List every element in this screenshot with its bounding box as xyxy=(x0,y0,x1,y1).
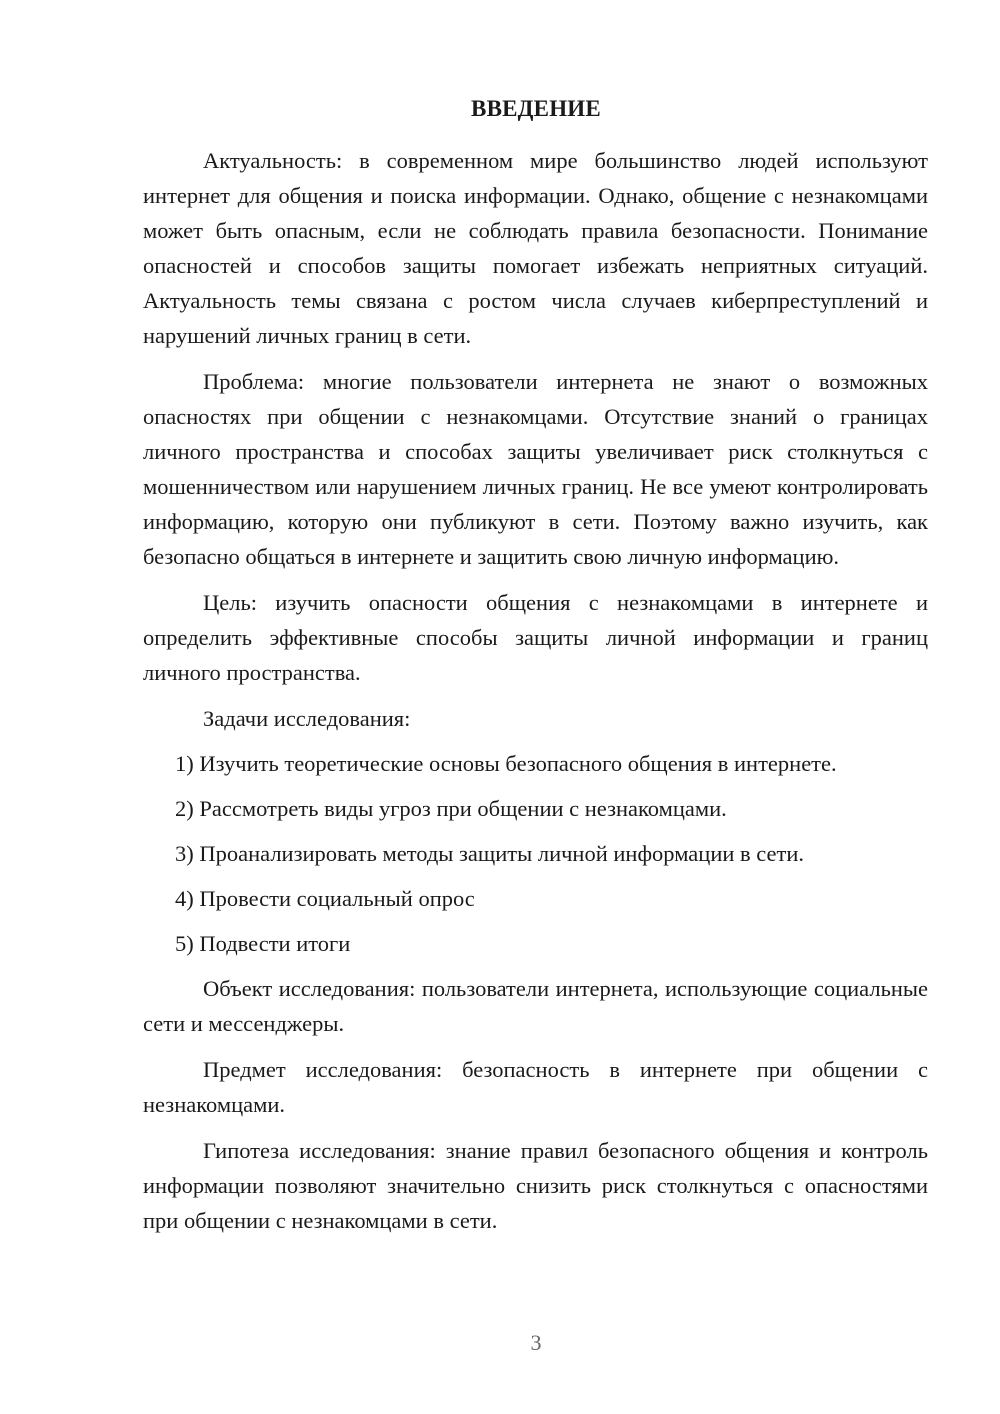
paragraph-goal: Цель: изучить опасности общения с незнакомцами в интернете и определить эффективные способы защиты личной информации и границ личного пространства. xyxy=(143,590,928,685)
task-item: 4) Провести социальный опрос xyxy=(175,886,475,911)
tasks-title: Задачи исследования: xyxy=(203,706,411,731)
paragraph-hypothesis: Гипотеза исследования: знание правил безопасного общения и контроль информации позволяют значительно снизить риск столкнуться с опасностями при общении с незнакомцами в сети. xyxy=(143,1138,928,1233)
page-number: 3 xyxy=(530,1330,542,1355)
paragraph-relevance: Актуальность: в современном мире большинство людей используют интернет для общения и поиска информации. Однако, общение с незнакомцами может быть опасным, если не соблюдать правила безопасности. Понимание опасностей и способов защиты помогает избежать неприятных ситуаций. Актуальность темы связана с ростом числа случаев киберпреступлений и нарушений личных границ в сети. xyxy=(143,148,928,348)
task-item: 5) Подвести итоги xyxy=(175,931,351,956)
paragraph-object: Объект исследования: пользователи интернета, использующие социальные сети и мессенджеры. xyxy=(143,976,928,1036)
paragraph-problem: Проблема: многие пользователи интернета не знают о возможных опасностях при общении с незнакомцами. Отсутствие знаний о границах личного пространства и способах защиты увеличивает риск столкнуться с мошенничеством или нарушением личных границ. Не все умеют контролировать информацию, которую они публикуют в сети. Поэтому важно изучить, как безопасно общаться в интернете и защитить свою личную информацию. xyxy=(143,369,928,569)
page-body xyxy=(143,143,928,1249)
task-item: 3) Проанализировать методы защиты личной информации в сети. xyxy=(175,841,805,866)
task-item: 1) Изучить теоретические основы безопасного общения в интернете. xyxy=(175,751,837,776)
tasks-list xyxy=(143,746,928,961)
page-title: ВВЕДЕНИЕ xyxy=(471,96,601,121)
paragraph-subject: Предмет исследования: безопасность в интернете при общении с незнакомцами. xyxy=(143,1057,928,1117)
task-item: 2) Рассмотреть виды угроз при общении с незнакомцами. xyxy=(175,796,727,821)
